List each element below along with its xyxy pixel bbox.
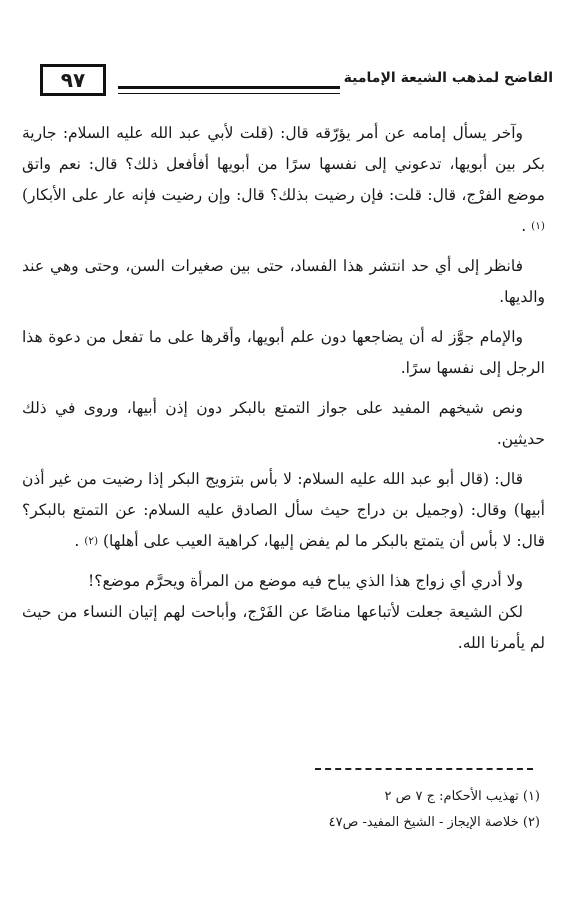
running-title: الفاضح لمذهب الشيعة الإمامية — [343, 70, 553, 86]
page-number-box — [40, 64, 106, 96]
paragraph-7: لكن الشيعة جعلت لأتباعها مناصًا عن الفَرْج، وأباحت لهم إتيان النساء من حيث لم يأمرنا الله. — [22, 603, 545, 652]
paragraph-3: والإمام جوَّز له أن يضاجعها دون علم أبويها، وأقرها على ما تفعل من دعوة هذا الرجل إلى نفسها سرًا. — [22, 328, 545, 377]
paragraph-4: ونص شيخهم المفيد على جواز التمتع بالبكر دون إذن أبيها، وروى في ذلك حديثين. — [22, 399, 545, 448]
paragraph-5: قال: (قال أبو عبد الله عليه السلام: لا بأس بتزويج البكر إذا رضيت من غير أذن أبيها) وقال: (وجميل بن دراج حيث سأل الصادق عليه السلام: عن التمتع بالبكر؟ قال: لا بأس أن يتمتع بالبكر ما لم يفض إليها، كراهية العيب على أهلها) (٢) . — [22, 470, 545, 550]
footnote-ref-1: (١) — [531, 220, 545, 232]
paragraph-1: وآخر يسأل إمامه عن أمر يؤرّقه قال: (قلت لأبي عبد الله عليه السلام: جارية بكر بين أبويها، تدعوني إلى نفسها سرًا من أبويها أفأفعل ذلك؟ قال: نعم واتق موضع الفرْج، قال: قلت: فإن رضيت بذلك؟ قال: وإن رضيت فإنه عار على الأبكار) (١) . — [22, 124, 545, 235]
page-number: ٩٧ — [60, 68, 86, 92]
footnote-2: (٢) خلاصة الإيجاز - الشيخ المفيد- ص٤٧ — [328, 815, 540, 830]
footnote-separator — [315, 768, 533, 770]
paragraph-6: ولا أدري أي زواج هذا الذي يباح فيه موضع من المرأة ويحرَّم موضع؟! — [88, 572, 523, 590]
footnotes — [120, 784, 540, 836]
header-rule — [118, 86, 340, 94]
footnote-ref-2: (٢) — [84, 535, 99, 547]
body-text — [22, 118, 545, 668]
paragraph-2: فانظر إلى أي حد انتشر هذا الفساد، حتى بين صغيرات السن، وحتى وهي عند والديها. — [22, 257, 545, 306]
footnote-1: (١) تهذيب الأحكام: ج ٧ ص ٢ — [384, 789, 540, 804]
